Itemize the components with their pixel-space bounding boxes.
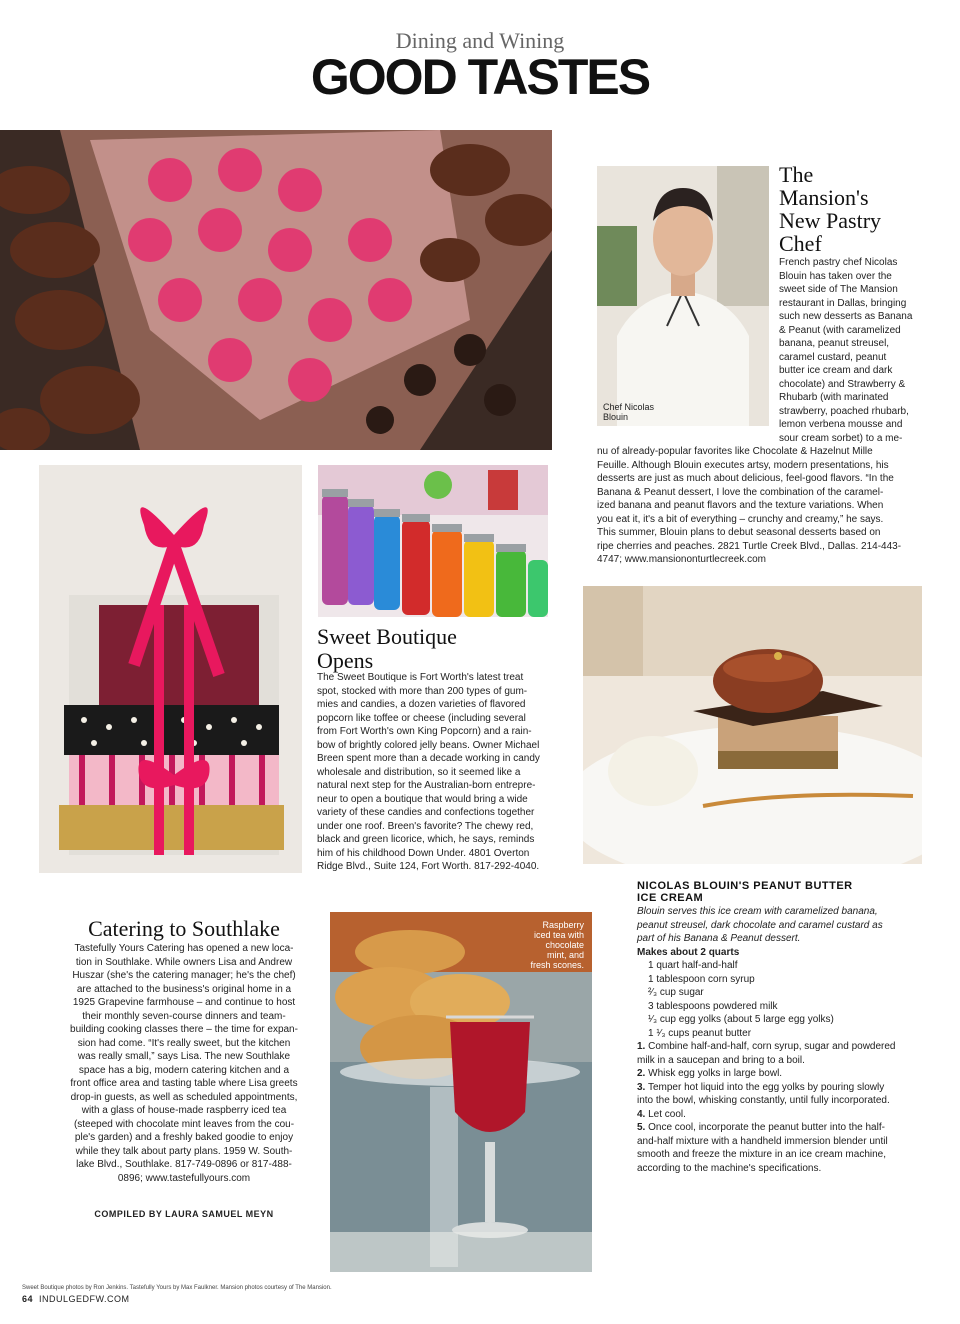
- recipe-step: [637, 1081, 927, 1095]
- text-line: Banana & Peanut dessert, I love the combination of the caramel-: [597, 486, 884, 498]
- text-line: caramel custard, peanut: [779, 351, 887, 363]
- text-line: butter ice cream and dark: [779, 365, 893, 376]
- chocolates-photo: [0, 130, 552, 450]
- gift-basket-photo: [39, 465, 302, 873]
- text-line: Whisk egg yolks in large bowl.: [648, 1068, 783, 1079]
- text-line: banana, peanut streusel,: [779, 338, 890, 349]
- text-line: The Sweet Boutique is Fort Worth's latest treat: [317, 672, 524, 683]
- text-line: with a glass of house-made raspberry iced tea: [81, 1105, 287, 1116]
- text-line: 1925 Grapevine farmhouse – and continue to host: [72, 997, 296, 1008]
- recipe-step-cont: [637, 1148, 927, 1162]
- caption-line: iced tea with: [533, 930, 584, 940]
- dessert-photo: [583, 586, 922, 864]
- text-line: natural next step for the Australian-born entrepre-: [317, 780, 536, 791]
- step-number: 3.: [637, 1081, 646, 1093]
- text-line: their monthly seven-course dinners and team-: [82, 1010, 286, 1022]
- chef-photo-caption: Chef Nicolas Blouin: [603, 402, 655, 422]
- text-line: Feuille. Although Blouin executes artsy, modern presentations, his: [597, 459, 889, 471]
- headline-line: The: [779, 162, 814, 187]
- text-line: nu of already-popular favorites like Chocolate & Hazelnut Mille: [597, 446, 873, 457]
- headline-line: Chef: [779, 231, 822, 256]
- recipe-step: [637, 1108, 927, 1122]
- text-line: spot, stocked with more than 200 types of gum-: [317, 685, 528, 697]
- text-line: ple's garden) and a freshly baked goodie to enjoy: [74, 1132, 294, 1143]
- pastry-chef-body-wide: [597, 445, 927, 567]
- step-number: 2.: [637, 1068, 646, 1079]
- recipe-step: [637, 1121, 927, 1135]
- text-line: desserts are just as much about delicious, feel-good flavors. “In the: [597, 473, 894, 484]
- text-line: bow of brightly colored jelly beans. Owner Michael: [317, 739, 540, 751]
- iced-tea-caption: [500, 920, 584, 970]
- text-line: neur to open a boutique that would bring a wide: [317, 793, 528, 805]
- text-line: sweet side of The Mansion: [779, 284, 898, 295]
- text-line: black and green licorice, which, he says, reminds: [317, 834, 535, 845]
- recipe-step-cont: [637, 1135, 927, 1149]
- text-line: popcorn like toffee or cheese (including several: [317, 712, 526, 724]
- ingredient: ²⁄₃ cup sugar: [648, 987, 704, 998]
- catering-headline: Catering to Southlake: [88, 916, 280, 941]
- text-line: & Peanut (with caramelized: [779, 324, 901, 336]
- page-number: 64: [22, 1294, 34, 1304]
- text-line: French pastry chef Nicolas: [779, 257, 898, 268]
- recipe-title-line: NICOLAS BLOUIN'S PEANUT BUTTER: [637, 880, 853, 892]
- headline-line: Opens: [317, 648, 374, 673]
- text-line: This summer, Blouin plans to debut seasonal desserts based on: [597, 527, 881, 538]
- text-line: building cooking classes there – the time for expan-: [70, 1024, 298, 1035]
- text-line: according to the machine's specifications.: [637, 1162, 822, 1174]
- recipe-step: [637, 1067, 927, 1081]
- text-line: was really small,” says Lisa. The new Southlake: [77, 1051, 291, 1062]
- recipe-intro: [637, 905, 927, 946]
- boutique-body: [317, 671, 567, 874]
- text-line: Breen spent more than a decade working in candy: [317, 753, 540, 764]
- text-line: Huszar (she's the catering manager; he's the chef): [72, 970, 296, 981]
- text-line: drop-in guests, as well as scheduled appointments,: [70, 1091, 298, 1103]
- pastry-chef-body-narrow: [779, 256, 927, 445]
- caption-line: mint, and: [546, 950, 584, 960]
- text-line: lake Blvd., Southlake. 817-749-0896 or 817-488-: [76, 1159, 292, 1170]
- text-line: him of his childhood Down Under. 4801 Overton: [317, 847, 530, 859]
- text-line: tion in Southlake. While owners Lisa and Andrew: [75, 956, 293, 968]
- recipe-steps: [637, 1040, 927, 1175]
- chef-photo: [597, 166, 769, 426]
- text-line: front office area and tasting table where Lisa greets: [70, 1078, 298, 1089]
- pastry-chef-headline: [779, 163, 881, 255]
- recipe-yield: Makes about 2 quarts: [637, 947, 740, 958]
- headline-line: Sweet Boutique: [317, 624, 457, 649]
- section-kicker: Dining and Wining: [395, 28, 565, 53]
- text-line: you eat it, it's a bit of everything – crunchy and creamy,” he says.: [597, 513, 884, 525]
- text-line: Blouin serves this ice cream with caramelized banana,: [637, 906, 878, 917]
- text-line: chocolate) and Strawberry &: [779, 378, 906, 390]
- text-line: space has a big, modern catering kitchen and a: [78, 1064, 290, 1076]
- headline-line: New Pastry: [779, 208, 882, 233]
- text-line: (steeped with chocolate mint leaves from the cou-: [73, 1118, 295, 1130]
- recipe-title: [637, 880, 937, 904]
- text-line: 0896; www.tastefullyours.com: [117, 1172, 251, 1184]
- text-line: are attached to the business's original home in a: [76, 983, 292, 995]
- text-line: variety of these candies and confections together: [317, 807, 535, 818]
- ingredient: 1 tablespoon corn syrup: [648, 973, 755, 985]
- text-line: smooth and freeze the mixture in an ice cream machine,: [637, 1149, 887, 1160]
- text-line: Temper hot liquid into the egg yolks by pouring slowly: [647, 1081, 885, 1093]
- headline-line: Mansion's: [779, 185, 869, 210]
- catering-body: [39, 942, 329, 1185]
- boutique-headline: [317, 625, 457, 673]
- site-url: INDULGEDFW.COM: [39, 1294, 130, 1304]
- caption-line: chocolate: [545, 940, 584, 950]
- text-line: 4747; www.mansiononturtlecreek.com: [597, 554, 766, 565]
- recipe-step-cont: [637, 1162, 927, 1176]
- ingredient: 3 tablespoons powdered milk: [648, 1000, 778, 1012]
- text-line: restaurant in Dallas, bringing: [779, 297, 907, 309]
- text-line: lemon verbena mousse and: [779, 419, 903, 430]
- text-line: while they talk about party plans. 1959 W. South-: [75, 1145, 293, 1157]
- text-line: such new desserts as Banana: [779, 311, 913, 322]
- text-line: from Fort Worth's own King Popcorn) and a rain-: [317, 726, 532, 737]
- recipe-step-cont: [637, 1054, 927, 1068]
- text-line: milk in a saucepan and bring to a boil.: [637, 1054, 805, 1066]
- text-line: Let cool.: [648, 1108, 686, 1120]
- text-line: part of his Banana & Peanut dessert.: [637, 933, 801, 944]
- text-line: Rhubarb (with marinated: [779, 392, 889, 403]
- candy-jars-photo: [318, 465, 548, 617]
- text-line: peanut streusel, dark chocolate and caramel custard as: [637, 919, 883, 931]
- folio: [22, 1294, 130, 1304]
- photo-credits: Sweet Boutique photos by Ron Jenkins. Tastefully Yours by Max Faulkner. Mansion photos courtesy of The Mansion.: [22, 1285, 332, 1291]
- text-line: Once cool, incorporate the peanut butter into the half-: [648, 1122, 885, 1133]
- text-line: sour cream sorbet) to a me-: [779, 432, 903, 444]
- text-line: sion had come. “It's really sweet, but the kitchen: [77, 1037, 291, 1049]
- step-number: 4.: [637, 1108, 646, 1120]
- page-title: GOOD TASTES: [310, 49, 650, 105]
- recipe-title-line: ICE CREAM: [637, 892, 704, 904]
- recipe-step-cont: [637, 1094, 927, 1108]
- text-line: ized banana and peanut flavors and the texture variations. When: [597, 500, 884, 511]
- text-line: into the bowl, whisking constantly, until fully incorporated.: [637, 1095, 890, 1106]
- ingredient: 1 ¹⁄₃ cups peanut butter: [648, 1027, 752, 1039]
- text-line: under one roof. Breen's favorite? The chewy red,: [317, 820, 534, 832]
- ingredient-list: [637, 959, 927, 1040]
- text-line: Tastefully Yours Catering has opened a new loca-: [74, 943, 294, 954]
- text-line: strawberry, poached rhubarb,: [779, 405, 909, 417]
- text-line: Combine half-and-half, corn syrup, sugar and powdered: [648, 1041, 896, 1052]
- caption-line: fresh scones.: [530, 960, 584, 970]
- step-number: 5.: [637, 1122, 646, 1133]
- byline: COMPILED BY LAURA SAMUEL MEYN: [94, 1209, 274, 1219]
- ingredient: ¹⁄₃ cup egg yolks (about 5 large egg yolks): [648, 1014, 834, 1025]
- text-line: Ridge Blvd., Suite 124, Fort Worth. 817-292-4040.: [317, 861, 540, 872]
- ingredient: 1 quart half-and-half: [648, 960, 738, 971]
- step-number: 1.: [637, 1041, 646, 1052]
- text-line: Blouin has taken over the: [779, 270, 892, 282]
- text-line: ripe cherries and peaches. 2821 Turtle Creek Blvd., Dallas. 214-443-: [597, 540, 902, 552]
- recipe-step: [637, 1040, 927, 1054]
- text-line: wholesale and distribution, so it seemed like a: [317, 766, 521, 778]
- text-line: mies and candies, a dozen varieties of flavored: [317, 699, 526, 710]
- text-line: and-half mixture with a handheld immersion blender until: [637, 1135, 888, 1147]
- caption-line: Raspberry: [542, 920, 584, 930]
